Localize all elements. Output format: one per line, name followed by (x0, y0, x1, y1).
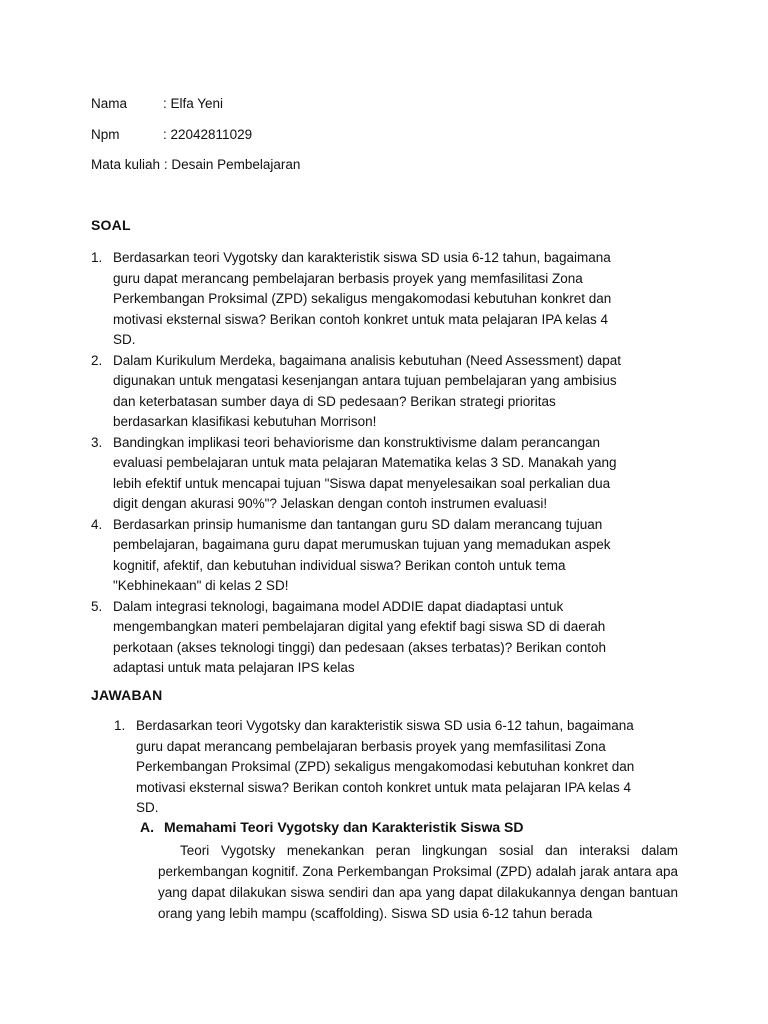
info-nama (91, 95, 223, 112)
list-item (91, 248, 631, 351)
item-number: 4. (91, 516, 103, 532)
nama-value: : Elfa Yeni (163, 96, 224, 111)
list-item (91, 351, 631, 433)
subsection-title: Memahami Teori Vygotsky dan Karakteristik Siswa SD (164, 819, 524, 835)
subsection-letter: A. (140, 819, 154, 835)
info-npm (91, 126, 252, 143)
item-number: 3. (91, 434, 103, 450)
item-text: Dalam integrasi teknologi, bagaimana model ADDIE dapat diadaptasi untuk mengembangkan materi pembelajaran digital yang efektif bagi siswa SD di daerah perkotaan (akses teknologi tinggi) dan pedesaan (akses terbatas)? Berikan contoh adaptasi untuk mata pelajaran IPS kelas (113, 598, 607, 675)
mata-kuliah-label: Mata kuliah (91, 157, 161, 172)
answer-paragraph: Teori Vygotsky menekankan peran lingkungan sosial dan interaksi dalam perkembangan kognitif. Zona Perkembangan Proksimal (ZPD) adalah jarak antara apa yang dapat dilakukan siswa sendiri dan apa yang dapat dilakukannya dengan bantuan orang yang lebih mampu (scaffolding). Siswa SD usia 6-12 tahun berada (158, 843, 678, 921)
item-text: Berdasarkan teori Vygotsky dan karakteristik siswa SD usia 6-12 tahun, bagaimana guru dapat merancang pembelajaran berbasis proyek yang memfasilitasi Zona Perkembangan Proksimal (ZPD) sekaligus mengakomodasi kebutuhan konkret dan motivasi eksternal siswa? Berikan contoh konkret untuk mata pelajaran IPA kelas 4 SD. (113, 250, 612, 347)
item-text: Dalam Kurikulum Merdeka, bagaimana analisis kebutuhan (Need Assessment) dapat digunakan untuk mengatasi kesenjangan antara tujuan pembelajaran yang ambisius dan keterbatasan sumber daya di SD pedesaan? Berikan strategi prioritas berdasarkan klasifikasi kebutuhan Morrison! (113, 352, 622, 429)
item-number: 1. (91, 250, 103, 265)
item-text: Berdasarkan prinsip humanisme dan tantangan guru SD dalam merancang tujuan pembelajaran, bagaimana guru dapat merumuskan tujuan yang memadukan aspek kognitif, afektif, dan kebutuhan individual siswa? Berikan contoh untuk tema "Kebhinekaan" di kelas 2 SD! (113, 516, 611, 593)
item-text: Bandingkan implikasi teori behaviorisme dan konstruktivisme dalam perancangan evaluasi pembelajaran untuk mata pelajaran Matematika kelas 3 SD. Manakah yang lebih efektif untuk mencapai tujuan "Siswa dapat menyelesaikan soal perkalian dua digit dengan akurasi 90%"? Jelaskan dengan contoh instrumen evaluasi! (113, 434, 617, 511)
jawaban-heading: JAWABAN (91, 687, 163, 703)
list-item (114, 716, 654, 819)
item-number: 2. (91, 352, 103, 368)
info-mata-kuliah (91, 156, 300, 173)
item-number: 1. (114, 718, 126, 733)
mata-kuliah-value: : Desain Pembelajaran (163, 157, 301, 172)
item-text: Berdasarkan teori Vygotsky dan karakteristik siswa SD usia 6-12 tahun, bagaimana guru dapat merancang pembelajaran berbasis proyek yang memfasilitasi Zona Perkembangan Proksimal (ZPD) sekaligus mengakomodasi kebutuhan konkret dan motivasi eksternal siswa? Berikan contoh konkret untuk mata pelajaran IPA kelas 4 SD. (136, 718, 635, 815)
nama-label: Nama (91, 96, 128, 111)
soal-list (91, 248, 631, 679)
subsection-heading (140, 819, 523, 835)
soal-heading: SOAL (91, 217, 131, 233)
jawaban-list (114, 716, 654, 819)
list-item (91, 597, 631, 679)
npm-value: : 22042811029 (163, 127, 253, 142)
list-item (91, 433, 631, 515)
npm-label: Npm (91, 127, 120, 142)
item-number: 5. (91, 598, 103, 614)
list-item (91, 515, 631, 597)
